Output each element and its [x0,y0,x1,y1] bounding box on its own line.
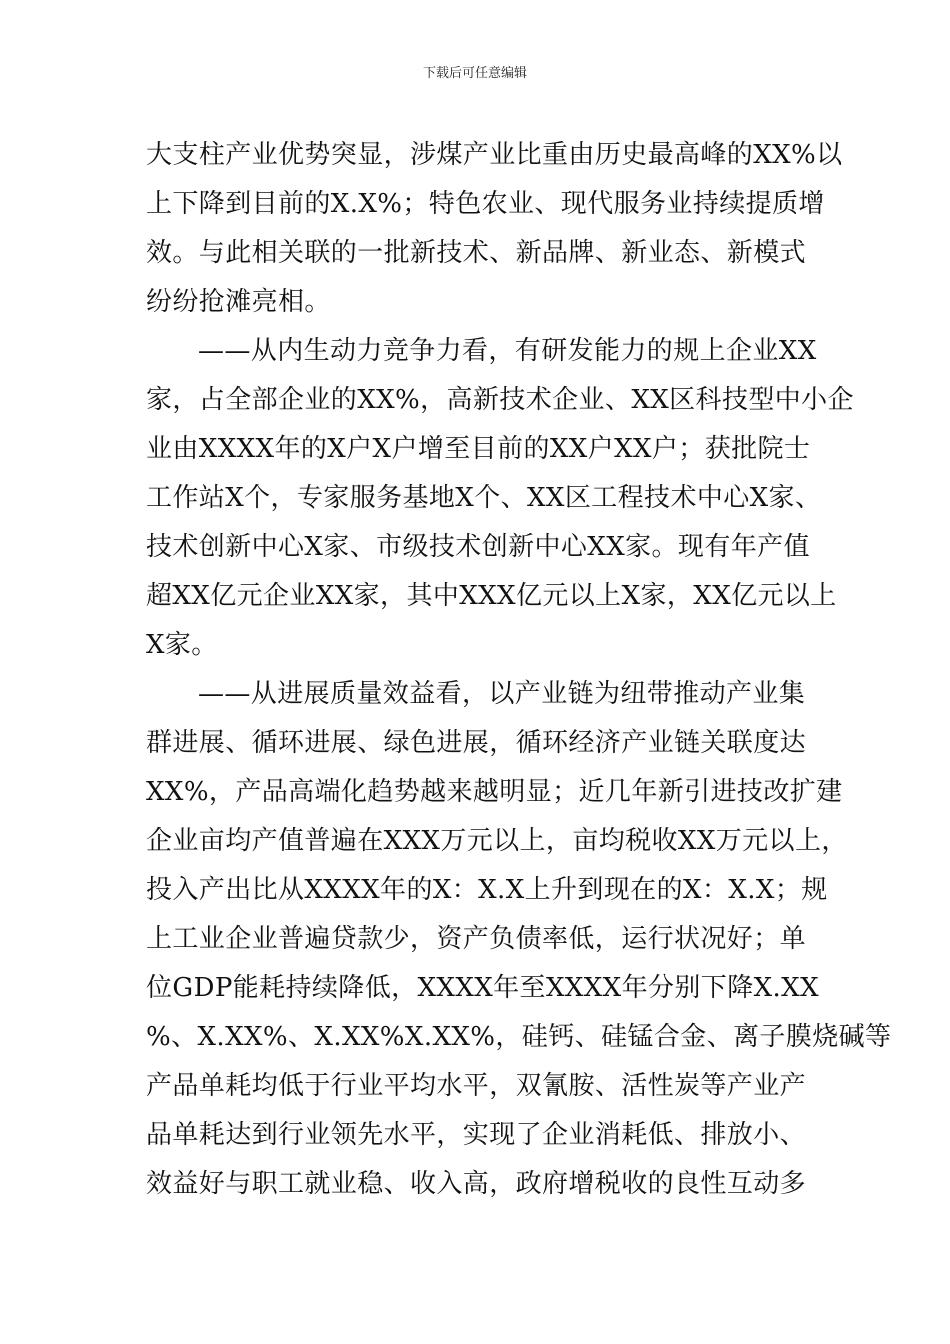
text-line: 纷纷抢滩亮相。 [146,287,331,317]
text-line: 超XX亿元企业XX家，其中XXX亿元以上X家，XX亿元以上 [146,581,837,611]
document-body [146,131,892,1209]
text-line: ——从内生动力竞争力看，有研发能力的规上企业XX [198,336,817,366]
text-line: 上下降到目前的X.X%；特色农业、现代服务业持续提质增 [146,189,825,219]
text-line: 投入产出比从XXXX年的X：X.X上升到现在的X：X.X；规 [146,875,828,905]
page-header: 下载后可任意编辑 [422,66,527,81]
paragraph-2 [146,327,854,670]
text-line: 效。与此相关联的一批新技术、新品牌、新业态、新模式 [146,238,807,268]
text-line: 品单耗达到行业领先水平，实现了企业消耗低、排放小、 [146,1120,807,1150]
text-line: 工作站X个，专家服务基地X个、XX区工程技术中心X家、 [146,483,822,513]
paragraph-1 [146,131,843,327]
text-line: 群进展、循环进展、绿色进展，循环经济产业链关联度达 [146,728,807,758]
text-line: XX%，产品高端化趋势越来越明显；近几年新引进技改扩建 [146,777,843,807]
text-line: 技术创新中心X家、市级技术创新中心XX家。现有年产值 [146,532,810,562]
text-line: 大支柱产业优势突显，涉煤产业比重由历史最高峰的XX%以 [146,140,843,170]
paragraph-3 [146,670,892,1209]
text-line: %、X.XX%、X.XX%X.XX%，硅钙、硅锰合金、离子膜烧碱等 [146,1022,892,1052]
text-line: 企业亩均产值普遍在XXX万元以上，亩均税收XX万元以上， [146,826,848,856]
text-line: 家，占全部企业的XX%，高新技术企业、XX区科技型中小企 [146,385,854,415]
text-line: ——从进展质量效益看，以产业链为纽带推动产业集 [198,679,806,709]
text-line: 上工业企业普遍贷款少，资产负债率低，运行状况好；单 [146,924,807,954]
text-line: X家。 [146,630,218,660]
text-line: 业由XXXX年的X户X户增至目前的XX户XX户；获批院士 [146,434,811,464]
text-line: 效益好与职工就业稳、收入高，政府增税收的良性互动多 [146,1169,807,1199]
text-line: 产品单耗均低于行业平均水平，双氰胺、活性炭等产业产 [146,1071,807,1101]
text-line: 位GDP能耗持续降低，XXXX年至XXXX年分别下降X.XX [146,973,819,1003]
